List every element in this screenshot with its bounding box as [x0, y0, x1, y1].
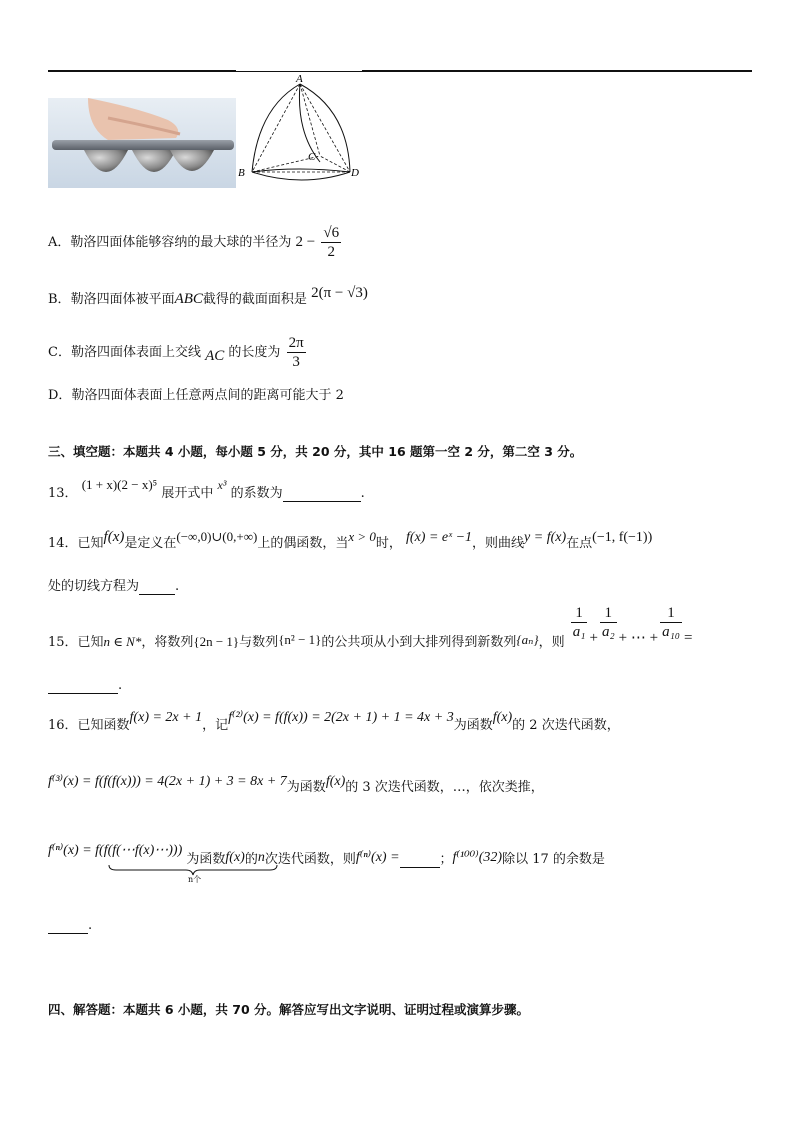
option-c-ac: AC — [205, 348, 225, 364]
q15-dots: + ⋯ + — [618, 630, 659, 646]
q14-t3: 时， — [375, 536, 402, 551]
q16-f: f(x) = 2x + 1 — [129, 710, 203, 725]
option-a-fraction — [321, 224, 341, 261]
question-15 — [48, 604, 693, 650]
q16-fn: f⁽ⁿ⁾(x) = f(f(f(⋯f(x)⋯))) — [48, 843, 183, 858]
q16-t2: 为函数 — [453, 718, 493, 733]
option-c-num: 2π — [288, 335, 304, 351]
q14-t2: 上的偶函数，当 — [257, 536, 349, 551]
q16-fx-2: f(x) — [325, 774, 346, 789]
option-c-fraction — [287, 334, 306, 371]
vertex-label-a: A — [296, 73, 303, 85]
q15-frac-1: $\frac{1}{\text{a₁}}$ — [572, 605, 586, 640]
vertex-label-c: C — [308, 151, 316, 163]
q16-fx: f(x) — [492, 710, 513, 725]
q13-answer-blank[interactable] — [283, 486, 361, 502]
q15-answer-blank[interactable] — [48, 678, 118, 694]
q13-num: 13． — [48, 486, 78, 501]
q16-fn-group — [48, 842, 202, 884]
q16-answer-blank-1[interactable] — [400, 852, 440, 868]
question-16-line4 — [48, 918, 92, 934]
q15-frac-2: $\frac{1}{\text{a₂}}$ — [601, 605, 615, 640]
q16-t4: 为函数 — [286, 780, 326, 795]
q13-expr: (1 + x)(2 − x)⁵ — [81, 477, 158, 492]
section-3-title: 三、填空题：本题共 4 小题，每小题 5 分，共 20 分，其中 16 题第一空 2 分，第二空 3 分。 — [48, 444, 583, 459]
q14-end: . — [175, 579, 180, 594]
q15-eq: = — [684, 630, 693, 646]
q14-curve: y = f(x) — [524, 530, 567, 545]
q15-seq3: {aₙ} — [516, 632, 539, 647]
option-c — [48, 334, 308, 371]
q16-brace-label: n个 — [188, 875, 202, 884]
option-c-text2: 的长度为 — [228, 345, 281, 360]
q16-f2: f⁽²⁾(x) = f(f(x)) = 2(2x + 1) + 1 = 4x + 3 — [228, 710, 454, 725]
option-c-label: C． — [48, 345, 71, 360]
q15-end: . — [118, 678, 123, 693]
q16-end: . — [88, 918, 93, 933]
q16-t6: 为函数 — [186, 852, 226, 867]
q14-def: f(x) = eˣ −1 — [406, 530, 473, 545]
q14-answer-blank[interactable] — [139, 579, 175, 595]
q14-num: 14．已知 — [48, 536, 104, 551]
q16-answer-blank-2[interactable] — [48, 918, 88, 934]
q16-f3: f⁽³⁾(x) = f(f(f(x))) = 4(2x + 1) + 3 = 8x + 7 — [48, 774, 287, 789]
q15-num: 15．已知 — [48, 635, 104, 650]
q16-n: n — [257, 850, 265, 865]
section-4-title: 四、解答题：本题共 6 小题，共 70 分。解答应写出文字说明、证明过程或演算步骤。 — [48, 1002, 530, 1017]
question-16-line3 — [48, 842, 605, 884]
option-a-num: √6 — [323, 225, 340, 241]
q14-t5: 在点 — [566, 536, 593, 551]
q16-t7: 的 — [244, 852, 258, 867]
q14-t1: 是定义在 — [124, 536, 177, 551]
question-15-line2 — [48, 678, 122, 694]
q14-domain: (−∞,0)∪(0,+∞) — [176, 529, 258, 544]
q16-num: 16．已知函数 — [48, 718, 130, 733]
q15-seq1: {2n − 1} — [193, 634, 240, 649]
q13-text: 展开式中 — [161, 486, 214, 501]
q16-fn2: f⁽ⁿ⁾(x) = — [355, 850, 400, 865]
q15-plus: + — [589, 630, 598, 646]
option-d-label: D． — [48, 388, 72, 403]
option-b-text: 勒洛四面体被平面 — [70, 292, 175, 307]
q13-end: . — [360, 486, 365, 501]
q14-t4: ，则曲线 — [472, 536, 525, 551]
option-a-den: 2 — [327, 244, 336, 260]
q15-frac-10: $\frac{1}{\text{a₁₀}}$ — [662, 605, 681, 640]
option-c-text: 勒洛四面体表面上交线 — [70, 345, 201, 360]
q14-t6: 处的切线方程为 — [48, 579, 140, 594]
q16-t1: ，记 — [202, 718, 229, 733]
option-a — [48, 224, 343, 261]
q16-t10: 除以 17 的余数是 — [502, 852, 605, 867]
option-a-expr-left: 2 − — [295, 234, 316, 250]
reuleaux-diagram — [238, 72, 362, 182]
option-b-expr: 2(π − √3) — [311, 285, 368, 301]
question-14-line2 — [48, 575, 179, 595]
q13-text2: 的系数为 — [230, 486, 283, 501]
option-d — [48, 384, 344, 403]
q16-fx-3: f(x) — [225, 850, 245, 865]
q14-point: (−1, f(−1)) — [592, 530, 653, 545]
header-rule-right — [362, 70, 752, 72]
q15-seq2: {n² − 1} — [278, 632, 322, 647]
q15-t4: ，则 — [538, 635, 565, 650]
question-13 — [48, 474, 365, 501]
option-b-label: B． — [48, 292, 71, 307]
vertex-label-b: B — [238, 167, 245, 179]
option-a-label: A． — [48, 235, 71, 250]
q16-t8: 次迭代函数，则 — [264, 852, 356, 867]
question-16 — [48, 706, 620, 733]
question-16-line2 — [48, 770, 544, 795]
q16-t5: 的 3 次迭代函数，…，依次类推， — [345, 780, 544, 795]
question-14 — [48, 526, 653, 551]
q15-t1: ，将数列 — [141, 635, 194, 650]
q15-t2: 与数列 — [239, 635, 279, 650]
q14-cond: x > 0 — [348, 529, 376, 544]
option-c-den: 3 — [292, 354, 300, 370]
vertex-label-d: D — [351, 167, 359, 179]
q15-cond: n ∈ N* — [103, 634, 142, 649]
option-b — [48, 285, 368, 308]
q15-t3: 的公共项从小到大排列得到新数列 — [321, 635, 517, 650]
header-rule-left — [48, 70, 236, 72]
q16-f100: f⁽¹⁰⁰⁾(32) — [452, 850, 503, 865]
q13-x3: x³ — [217, 478, 227, 492]
q14-fx: f(x) — [103, 529, 125, 545]
option-a-text: 勒洛四面体能够容纳的最大球的半径为 — [70, 235, 292, 250]
option-b-abc: ABC — [174, 291, 203, 307]
option-d-text: 勒洛四面体表面上任意两点间的距离可能大于 2 — [71, 388, 344, 403]
reuleaux-photo — [48, 98, 236, 188]
option-b-text2: 截得的截面面积是 — [202, 292, 307, 307]
q16-t9: ； — [439, 852, 453, 867]
q16-t3: 的 2 次迭代函数， — [512, 718, 620, 733]
